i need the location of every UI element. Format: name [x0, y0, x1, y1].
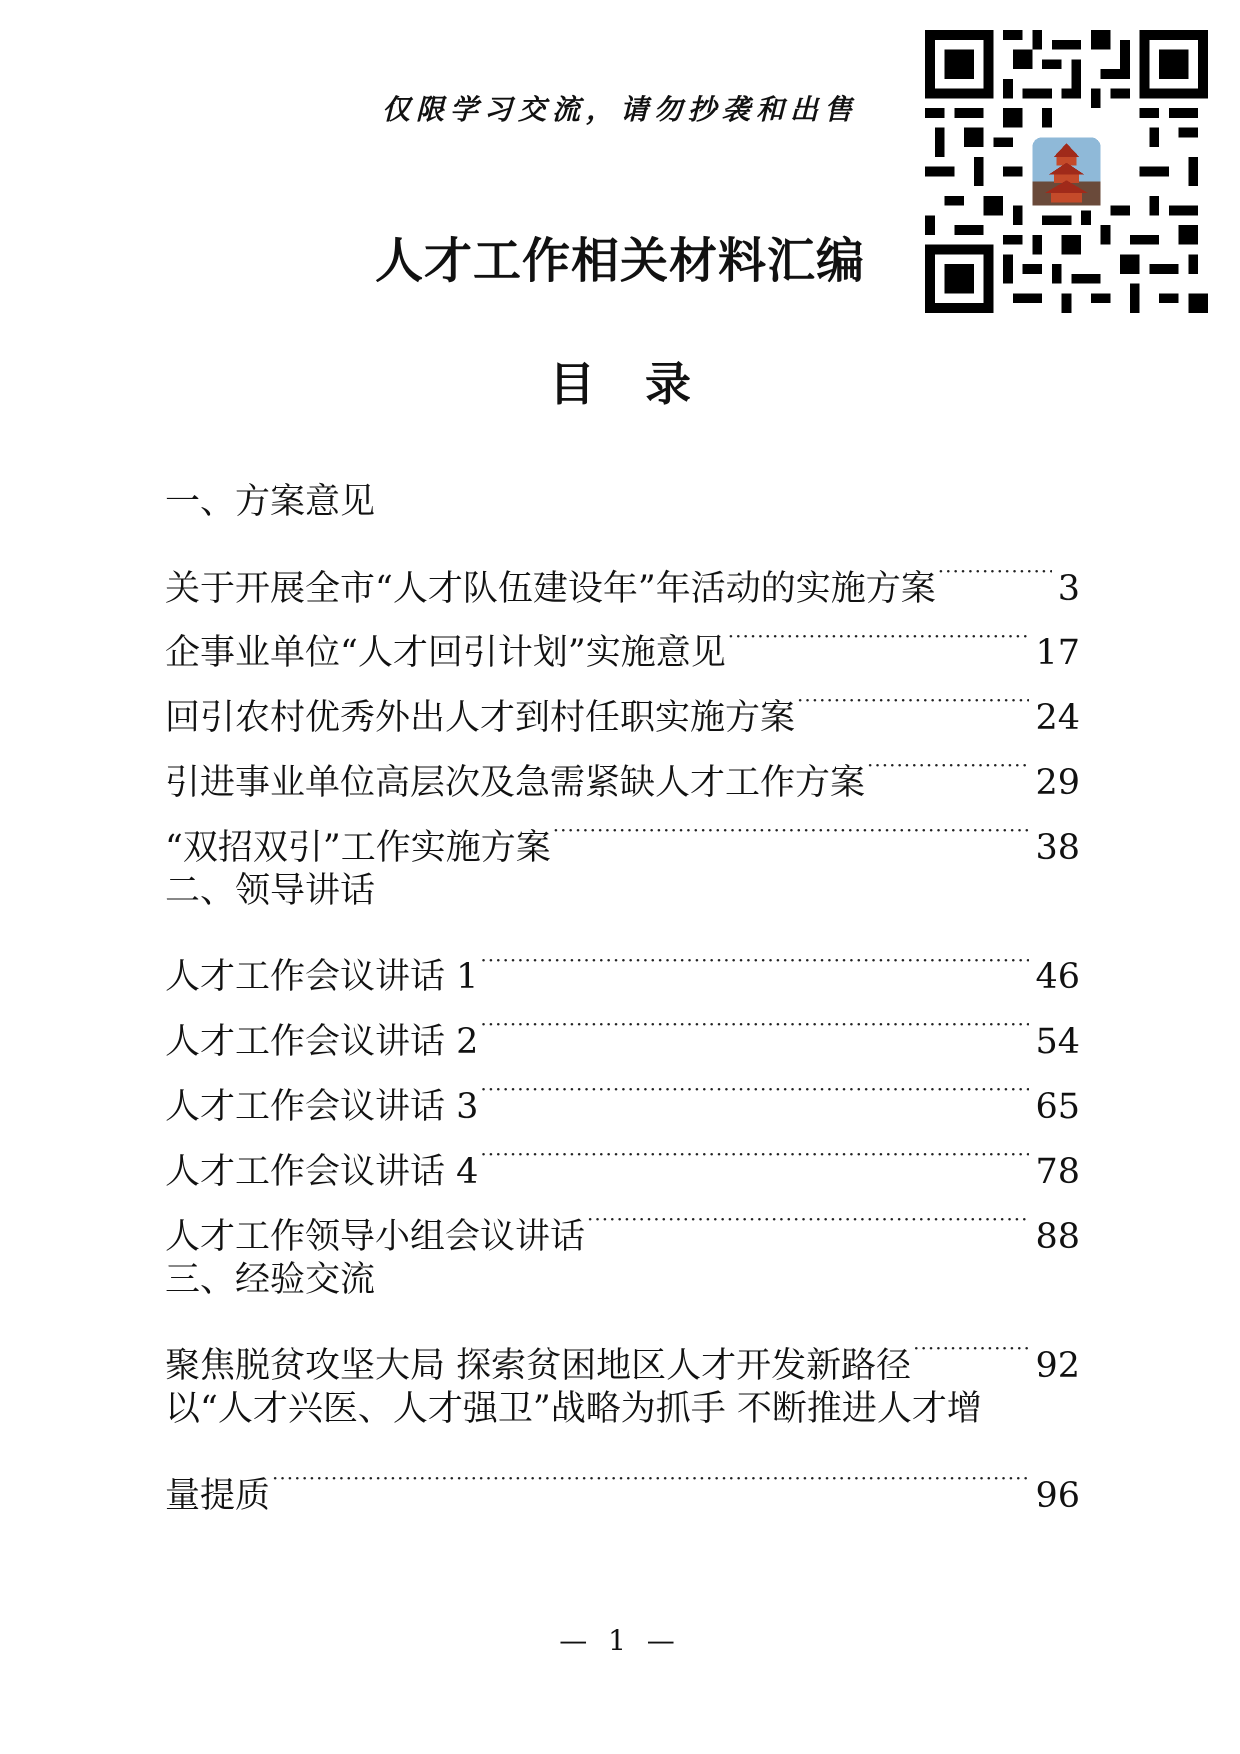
section-title: 二、领导讲话 — [165, 870, 376, 911]
toc-entry-page: 46 — [1035, 957, 1080, 998]
toc-entry-title: 人才工作会议讲话 4 — [165, 1151, 479, 1192]
toc-entry-page: 96 — [1035, 1475, 1080, 1516]
toc-entry-title: 引进事业单位高层次及急需紧缺人才工作方案 — [165, 762, 866, 803]
page-number: — 1 — — [559, 1624, 681, 1657]
toc-entry[interactable] — [165, 924, 1080, 998]
dot-leader — [726, 600, 1030, 665]
dot-leader — [478, 1053, 1029, 1118]
toc-entry-page: 92 — [1035, 1346, 1080, 1387]
toc-entry-title: 人才工作领导小组会议讲话 — [165, 1216, 586, 1257]
toc-entry-page: 3 — [1057, 568, 1080, 609]
toc-entry-page: 78 — [1035, 1151, 1080, 1192]
toc-entry[interactable] — [165, 1442, 1080, 1516]
toc-entry[interactable] — [165, 1312, 1080, 1387]
toc-entry-title: 回引农村优秀外出人才到村任职实施方案 — [165, 698, 796, 739]
document-title: 人才工作相关材料汇编 — [374, 233, 865, 289]
dot-leader — [795, 664, 1029, 729]
toc-entry-page: 17 — [1035, 633, 1080, 674]
toc-heading: 目录 — [549, 357, 741, 411]
toc-entry-title: 关于开展全市“人才队伍建设年”年活动的实施方案 — [165, 568, 936, 609]
toc-entry-page: 29 — [1035, 762, 1080, 803]
dot-leader — [478, 924, 1029, 989]
toc-entry-page: 65 — [1035, 1086, 1080, 1127]
toc-entry-page: 54 — [1035, 1022, 1080, 1063]
toc-entry-title-line1[interactable]: 以“人才兴医、人才强卫”战略为抓手 不断推进人才增 — [165, 1389, 982, 1430]
toc-entry-title: 人才工作会议讲话 1 — [165, 957, 479, 998]
toc-entry-title: 人才工作会议讲话 2 — [165, 1022, 479, 1063]
dot-leader — [865, 729, 1029, 794]
toc-entry-title: 企事业单位“人才回引计划”实施意见 — [165, 633, 726, 674]
pagoda-logo-icon — [1027, 132, 1105, 210]
dot-leader — [478, 1118, 1029, 1183]
dot-leader — [551, 794, 1030, 859]
toc-entry-title: “双招双引”工作实施方案 — [165, 827, 551, 868]
dot-leader — [585, 1183, 1029, 1248]
qr-code-icon — [925, 30, 1208, 313]
section-title: 一、方案意见 — [165, 482, 376, 522]
table-of-contents — [165, 470, 1080, 1516]
dot-leader — [936, 535, 1052, 600]
copyright-notice: 仅限学习交流，请勿抄袭和出售 — [381, 93, 858, 126]
dot-leader — [911, 1312, 1029, 1377]
toc-entry-page: 24 — [1035, 698, 1080, 739]
dot-leader — [478, 988, 1029, 1053]
toc-entry-title: 人才工作会议讲话 3 — [165, 1086, 479, 1127]
toc-entry-title: 量提质 — [165, 1475, 271, 1516]
toc-entry-page: 38 — [1035, 827, 1080, 868]
section-title: 三、经验交流 — [165, 1259, 376, 1300]
toc-entry[interactable] — [165, 535, 1080, 609]
toc-entry-page: 88 — [1035, 1216, 1080, 1257]
dot-leader — [270, 1442, 1029, 1507]
toc-entry-title: 聚焦脱贫攻坚大局 探索贫困地区人才开发新路径 — [165, 1346, 912, 1387]
